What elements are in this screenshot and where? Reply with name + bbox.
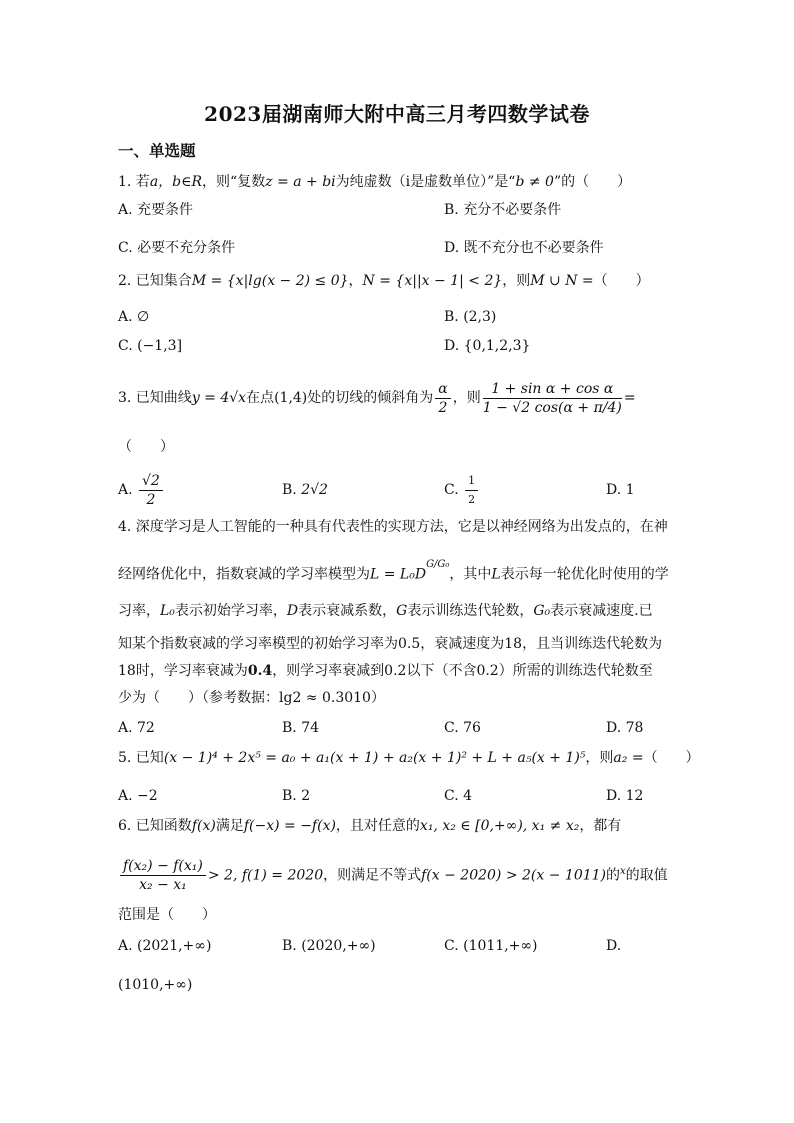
q3-text-c: 处的切线的倾斜角为 [307,390,434,406]
q6-option-c: C. (1011,+∞) [444,938,538,954]
q3-text-b: 在点 [246,390,275,406]
q2-set-n: N = {x||x − 1| < 2} [362,273,503,289]
q6-text-e: ，则满足不等式 [323,867,422,884]
q6-option-d-value: (1010,+∞) [118,977,193,993]
q1-vars: a，b∈R [149,174,203,190]
q2-text-a: 2. 已知集合 [118,273,192,289]
q3-option-a-num: √2 [139,472,163,491]
q3-option-c-fraction [465,472,478,509]
q1-condition: b ≠ 0 [515,174,554,190]
q3-option-c-label: C. [444,482,459,498]
q5-text-c: （ ） [643,750,700,766]
q3-option-c-den: 2 [468,492,476,506]
q3-option-b-value: 2√2 [301,482,328,498]
q1-text-b: ，则“复数 [202,174,266,190]
q3-option-a-fraction [139,472,163,509]
q6-frac-num: f(x₂) − f(x₁) [120,857,206,876]
q6-option-b: B. (2020,+∞) [282,938,376,954]
q4-line-4: 知某个指数衰减的学习率模型的初始学习率为0.5，衰减速度为18，且当训练迭代轮数为 [118,636,663,652]
q3-option-c [444,470,480,510]
q4-line-5-value: 0.4 [247,663,273,679]
q6-text-f: 的 [606,867,621,884]
q2-option-a: A. ∅ [118,309,150,325]
q3-text-a: 3. 已知曲线 [118,390,192,406]
q3-option-b [282,480,328,500]
q4-line-2-a: 经网络优化中，指数衰减的学习率模型为 [118,566,370,583]
q4-line-2-b: ，其中 [449,566,492,583]
q3-option-a-label: A. [118,482,133,498]
q5-ask: a₂ = [613,750,644,766]
q4-line-2 [118,556,669,590]
q3-option-a-den: 2 [146,491,156,508]
q3-option-a [118,470,165,510]
exam-title: 2023届湖南师大附中高三月考四数学试卷 [204,102,590,126]
q4-line-3-b: 表示初始学习率， [174,603,287,619]
q6-line-1 [118,816,621,836]
q1-text-a: 1. 若 [118,174,150,190]
q6-text-a: 6. 已知函数 [118,818,192,834]
q3-option-c-num: 1 [465,472,478,491]
q6-x: x [620,866,626,877]
q5-text-b: ，则 [585,750,614,766]
q2-sep: ， [348,273,363,289]
q4-formula: L = L₀D [370,566,427,583]
q6-option-a: A. (2021,+∞) [118,938,212,954]
q4-line-5-a: 18时，学习率衰减为 [118,663,248,679]
q6-text-c: ，且对任意的 [335,818,420,834]
q1-option-a: A. 充要条件 [118,202,194,218]
q3-option-b-label: B. [282,482,297,498]
q3-curve: y = 4√x [191,390,247,406]
q1-text-c: 为纯虚数（i是虚数单位）”是“ [335,174,516,190]
q6-inequality: f(x − 2020) > 2(x − 1011) [421,867,607,884]
q4-option-c: C. 76 [444,720,481,736]
q2-text-c: （ ） [593,273,650,289]
q6-odd: f(−x) = −f(x) [243,818,336,834]
q2-text-b: ，则 [502,273,531,289]
q3-expr-num: 1 + sin α + cos α [483,380,622,399]
q4-line-3-e: 表示衰减速度.已 [550,603,653,619]
q2-option-b: B. (2,3) [444,309,497,325]
q4-sym-l: L [491,566,501,583]
q6-option-d: D. [606,938,622,954]
q5-option-b: B. 2 [282,788,311,804]
q3-point: (1,4) [274,390,308,406]
q5-option-d: D. 12 [606,788,644,804]
q4-line-2-c: 表示每一轮优化时使用的学 [500,566,669,583]
q4-line-6: 少为（ ）（参考数据：lg2 ≈ 0.3010） [118,690,385,706]
q6-line-2 [118,848,668,900]
q4-line-3-a: 习率， [118,603,160,619]
q4-line-3 [118,601,653,621]
q1-complex: z = a + bi [265,174,336,190]
q4-sym-g0: G₀ [533,603,551,619]
q2-option-c: C. (−1,3] [118,338,183,354]
q1-option-d: D. 既不充分也不必要条件 [444,240,604,256]
q4-exponent: G/G₀ [426,559,450,570]
q1-text-d: ”的（ ） [553,174,632,190]
question-5-stem [118,748,700,768]
q4-option-a: A. 72 [118,720,155,736]
q6-domain: x₁, x₂ ∈ [0,+∞), x₁ ≠ x₂ [419,818,580,834]
section-heading: 一、单选题 [118,141,196,160]
q4-sym-l0: L₀ [160,603,175,619]
question-3-stem [118,366,636,430]
q3-text-d: ，则 [452,390,481,406]
q2-set-m: M = {x|lg(x − 2) ≤ 0} [191,273,349,289]
q6-fx: f(x) [191,818,216,834]
q2-option-d: D. {0,1,2,3} [444,338,531,354]
q6-text-d: ，都有 [579,818,622,834]
q4-option-d: D. 78 [606,720,644,736]
q4-line-3-c: 表示衰减系数， [298,603,397,619]
q6-frac-den: x₂ − x₁ [139,877,187,894]
q4-sym-g: G [396,603,408,619]
q1-option-b: B. 充分不必要条件 [444,202,562,218]
q6-line-3: 范围是（ ） [118,907,216,923]
q4-sym-d: D [286,603,299,619]
q4-option-b: B. 74 [282,720,320,736]
q5-text-a: 5. 已知 [118,750,164,766]
q3-paren: （ ） [118,439,174,455]
q5-option-a: A. −2 [118,788,158,804]
q3-equals: = [623,390,636,406]
q3-angle-fraction [435,380,450,417]
q4-line-3-d: 表示训练迭代轮数， [407,603,534,619]
q4-line-1: 4. 深度学习是人工智能的一种具有代表性的实现方法，它是以神经网络为出发点的，在神 [118,519,668,535]
q4-line-5-b: ，则学习率衰减到0.2以下（不含0.2）所需的训练迭代轮数至 [272,663,653,679]
q1-option-c: C. 必要不充分条件 [118,240,236,256]
q2-union: M ∪ N = [530,273,594,289]
q6-text-b: 满足 [215,818,244,834]
q6-condition: > 2, f(1) = 2020 [207,867,324,884]
q6-fraction [120,857,206,894]
q3-option-d: D. 1 [606,482,635,498]
q3-angle-num: α [435,380,450,399]
q3-expr-den: 1 − √2 cos(α + π/4) [482,399,622,416]
q6-text-g: 的取值 [625,867,668,884]
question-2-stem [118,271,650,291]
q4-line-5 [118,661,653,681]
q5-option-c: C. 4 [444,788,473,804]
question-1-stem [118,172,631,192]
q3-angle-den: 2 [438,399,448,416]
q3-expression [483,380,622,417]
q5-expression: (x − 1)⁴ + 2x⁵ = a₀ + a₁(x + 1) + a₂(x + 1)² + L + a₅(x + 1)⁵ [163,750,586,766]
